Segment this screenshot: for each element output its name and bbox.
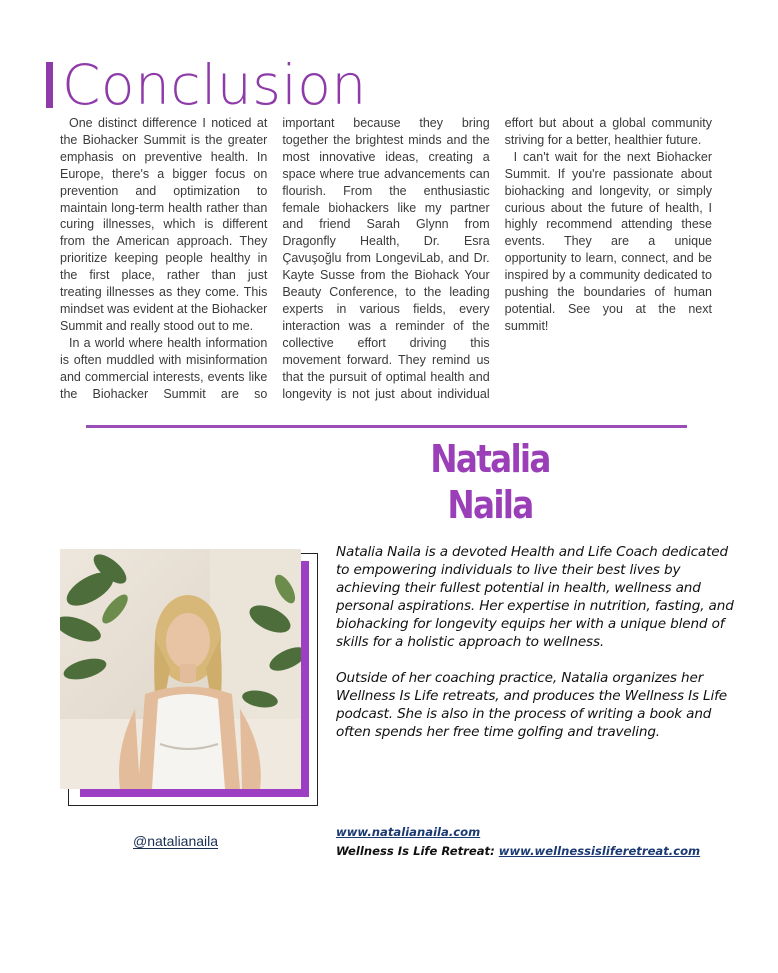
retreat-label: Wellness Is Life Retreat: (336, 844, 495, 858)
bio-paragraph: Outside of her coaching practice, Natalia organizes her Wellness Is Life retreats, and produces the Wellness Is Life podcast. She is also in the process of writing a book and often spends her free time golfing and traveling. (336, 670, 727, 740)
section-divider (86, 425, 687, 428)
article-paragraph: One distinct difference I noticed at the Biohacker Summit is the greater emphasis on preventive health. In Europe, there's a bigger focus on prevention and optimization to maintain long-term health rather than curing illnesses, which is different from the American approach. They prioritize keeping people healthy in the first place, rather than just treating illnesses as they come. This mindset was evident at the Biohacker Summit and really stood out to me. (60, 116, 268, 333)
article-paragraph: In a world where health information is often muddled with misinformation and commercial interests, events like the Biohacker Summit are so important because they bring together the brightest minds and the most innovative ideas, creating a space where true advancements can flourish. From the enthusiastic female biohackers like my partner and friend Sarah Glynn from Dragonfly Health, Dr. Esra Çavuşoğlu from LongeviLab, and Dr. Kayte Susse from the Biohack Your Beauty Conference, to the leading experts in various fields, every interaction was a reminder of the collective effort driving this movement forward. They remind us that the pursuit of optimal health and longevity is not just about individual effort but about a global community striving for a better, healthier future. (60, 116, 712, 401)
author-photo (60, 549, 301, 789)
article-body (60, 115, 712, 405)
heading-accent-bar (46, 62, 53, 108)
website-link[interactable]: www.natalianaila.com (336, 825, 481, 839)
author-links (336, 823, 700, 861)
retreat-link[interactable]: www.wellnessisliferetreat.com (498, 844, 701, 858)
author-bio (336, 543, 736, 759)
page-title: Conclusion (62, 53, 367, 117)
article-paragraph: I can't wait for the next Biohacker Summit. If you're passionate about biohacking and longevity, or simply curious about the future of health, I highly recommend attending these events. They are a unique opportunity to learn, connect, and be inspired by a community dedicated to pushing the boundaries of human potential. See you at the next summit! (504, 149, 712, 333)
author-name (414, 436, 565, 528)
bio-paragraph: Natalia Naila is a devoted Health and Life Coach dedicated to empowering individuals to live their best lives by achieving their fullest potential in health, wellness and personal aspirations. Her expertise in nutrition, fasting, and biohacking for longevity equips her with a unique blend of skills for a holistic approach to wellness. (336, 544, 734, 650)
author-first-name: Natalia (430, 437, 550, 481)
author-last-name: Naila (447, 483, 533, 527)
social-handle-link[interactable]: @natalianaila (133, 833, 219, 849)
